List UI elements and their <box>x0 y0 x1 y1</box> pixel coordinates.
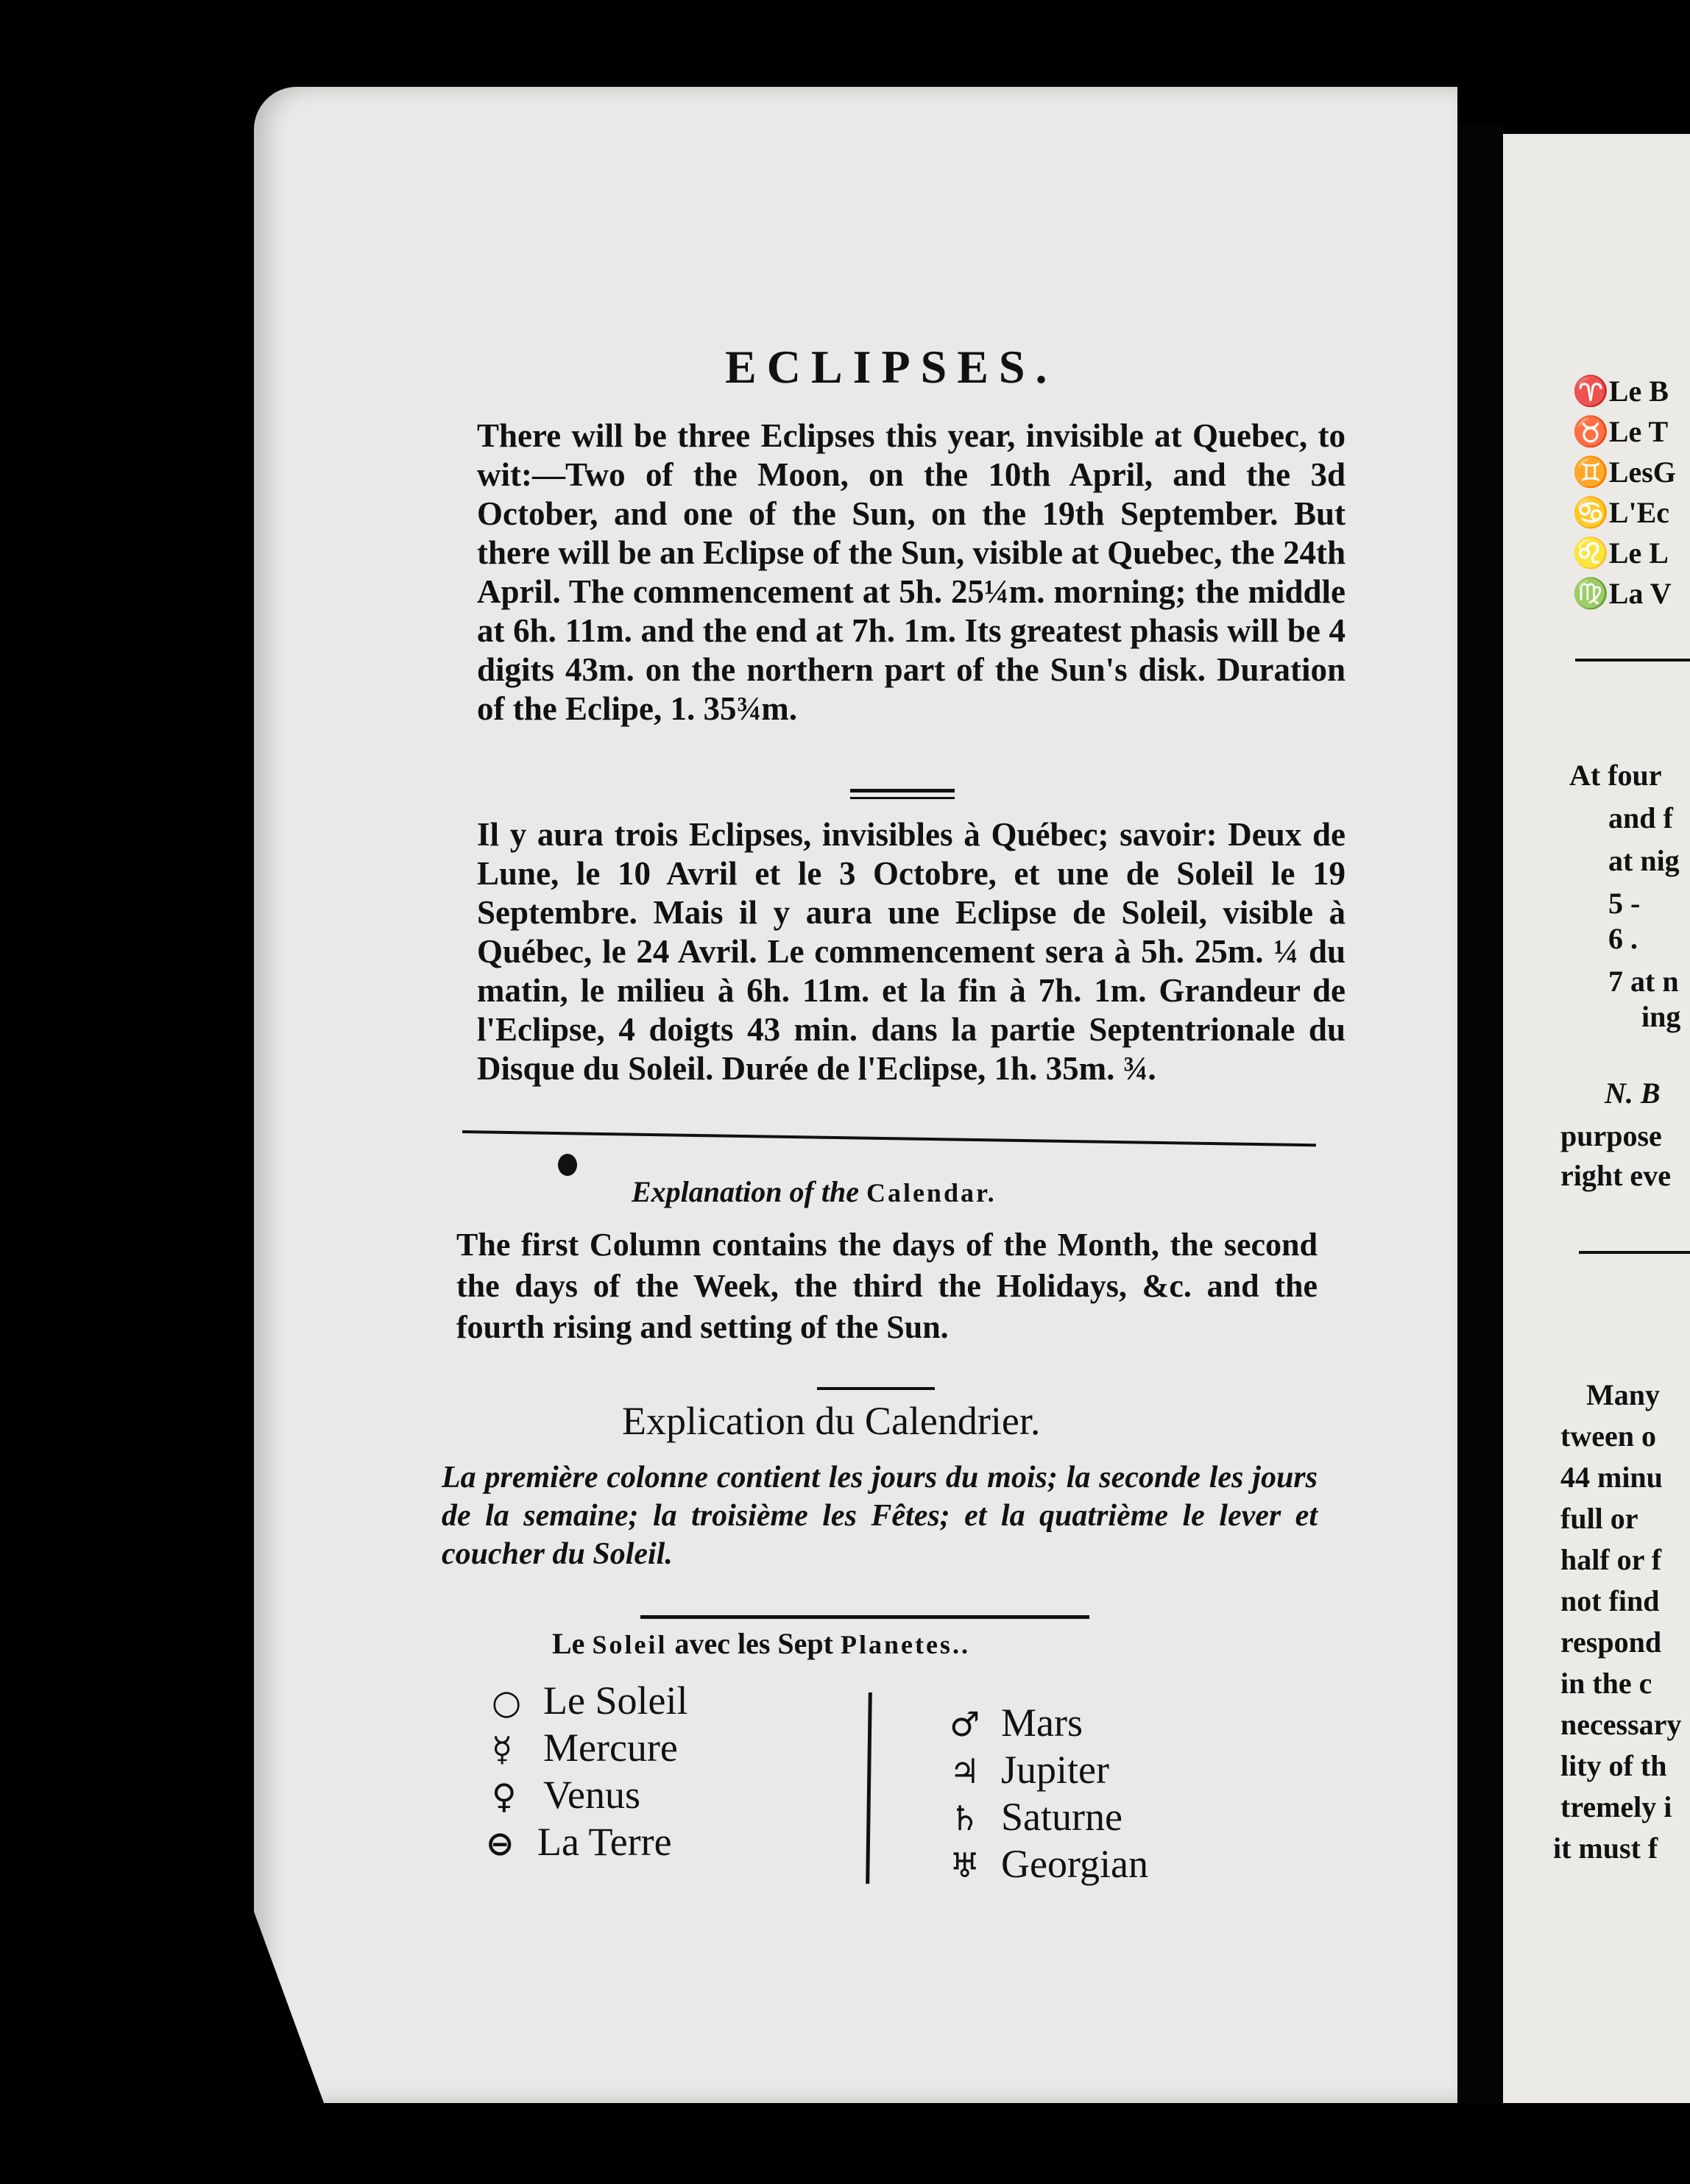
right-divider-1 <box>1575 659 1690 662</box>
planet-name: Le Soleil <box>543 1678 688 1723</box>
right-note: N. B <box>1605 1077 1661 1110</box>
right-line: tremely i <box>1560 1790 1672 1823</box>
planet-name: La Terre <box>537 1820 672 1864</box>
explanation-heading-italic: Explanation of the <box>632 1175 859 1208</box>
zodiac-gemini: ♊LesG <box>1572 455 1676 489</box>
eclipses-english-paragraph: There will be three Eclipses this year, invisible at Quebec, to wit:—Two of the Moon, on the 10th April, and the 3d October, and one of the Sun, on the 19th September. But there will be an Eclipse of the Sun, visible at Quebec, the 24th April. The commencement at 5h. 25¼m. morning; the middle at 6h. 11m. and the end at 7h. 1m. Its greatest phasis will be 4 digits 43m. on the northern part of the Sun's disk. Duration of the Eclipe, 1. 35¾m. <box>477 417 1346 727</box>
planets-heading-soleil: Soleil <box>592 1630 668 1659</box>
planet-name: Saturne <box>1001 1795 1122 1839</box>
zodiac-taurus: ♉Le T <box>1572 415 1669 448</box>
planet-name: Georgian <box>1001 1842 1148 1886</box>
right-line: 6 . <box>1608 922 1638 955</box>
right-line: 44 minu <box>1560 1461 1663 1494</box>
mercury-icon: ☿ <box>492 1729 513 1769</box>
saturn-icon: ♄ <box>950 1798 980 1838</box>
explication-heading: Explication du Calendrier. <box>622 1399 1041 1443</box>
planet-row-mercure <box>492 1725 678 1770</box>
planet-name: Venus <box>543 1773 640 1817</box>
explication-divider <box>817 1387 935 1390</box>
mars-icon: ♂ <box>950 1704 980 1744</box>
planet-row-jupiter <box>950 1747 1109 1793</box>
planets-heading <box>552 1626 970 1661</box>
right-line: at nig <box>1608 844 1680 877</box>
uranus-icon: ♅ <box>950 1846 980 1885</box>
right-note: right eve <box>1560 1159 1671 1192</box>
zodiac-leo: ♌Le L <box>1572 536 1669 570</box>
explication-text: La première colonne contient les jours du mois; la seconde les jours de la semaine; la troisième les Fêtes; et la quatrième le lever et coucher du Soleil. <box>442 1461 1318 1571</box>
right-line: not find <box>1560 1584 1660 1617</box>
divider-double-top <box>850 789 955 793</box>
planet-name: Jupiter <box>1001 1748 1109 1792</box>
planets-divider <box>640 1615 1089 1619</box>
right-line: respond <box>1560 1625 1662 1659</box>
right-line: 5 - <box>1608 887 1641 920</box>
explanation-heading-caps: Calendar. <box>866 1178 997 1208</box>
right-line: 7 at n <box>1608 965 1679 998</box>
page-title: ECLIPSES. <box>725 341 1058 393</box>
planet-name: Mercure <box>543 1726 678 1770</box>
sun-icon: ○ <box>492 1682 522 1722</box>
right-line: Many <box>1586 1378 1660 1411</box>
right-divider-2 <box>1579 1251 1690 1254</box>
right-line: full or <box>1560 1502 1638 1535</box>
right-line: tween o <box>1560 1419 1656 1453</box>
planets-heading-planetes: Planetes.. <box>840 1630 970 1659</box>
venus-icon: ♀ <box>492 1776 517 1816</box>
right-line: half or f <box>1560 1543 1662 1576</box>
zodiac-aries: ♈Le B <box>1572 375 1669 408</box>
right-line: necessary <box>1560 1708 1682 1741</box>
right-line: ing <box>1641 1000 1681 1033</box>
zodiac-virgo: ♍La V <box>1572 577 1672 610</box>
right-line: lity of th <box>1560 1749 1667 1782</box>
planet-row-soleil <box>492 1678 687 1723</box>
divider-double-bottom <box>850 797 955 799</box>
planet-name: Mars <box>1001 1701 1083 1745</box>
earth-icon: ⊖ <box>486 1823 515 1863</box>
planet-row-saturne <box>950 1794 1122 1840</box>
explanation-heading <box>632 1174 997 1209</box>
explanation-text: The first Column contains the days of the Month, the second the days of the Week, the third the Holidays, &c. and the fourth rising and setting of the Sun. <box>456 1227 1318 1345</box>
planet-row-georgian <box>950 1841 1148 1887</box>
book-gutter <box>1457 125 1503 2103</box>
right-line: it must f <box>1553 1832 1658 1865</box>
right-line: At four <box>1569 759 1662 792</box>
right-line: in the c <box>1560 1667 1652 1700</box>
eclipses-french-paragraph: Il y aura trois Eclipses, invisibles à Québec; savoir: Deux de Lune, le 10 Avril et le 3 Octobre, et une de Soleil le 19 Septembre. Mais il y aura une Eclipse de Soleil, visible à Québec, le 24 Avril. Le commencement sera à 5h. 25m. ¼ du matin, le milieu à 6h. 11m. et la fin à 7h. 1m. Grandeur de l'Eclipse, 4 doigts 43 min. dans la partie Septentrionale du Disque du Soleil. Durée de l'Eclipse, 1h. 35m. ¾. <box>477 816 1346 1087</box>
right-note: purpose <box>1560 1119 1662 1152</box>
zodiac-cancer: ♋L'Ec <box>1572 496 1670 529</box>
planet-row-venus <box>492 1772 640 1818</box>
jupiter-icon: ♃ <box>950 1751 980 1791</box>
ink-blot <box>558 1154 577 1176</box>
planet-row-mars <box>950 1700 1083 1745</box>
planets-heading-mid: avec les Sept <box>674 1627 833 1660</box>
planet-row-terre <box>486 1819 672 1865</box>
planets-heading-le: Le <box>552 1627 585 1660</box>
right-line: and f <box>1608 801 1673 834</box>
